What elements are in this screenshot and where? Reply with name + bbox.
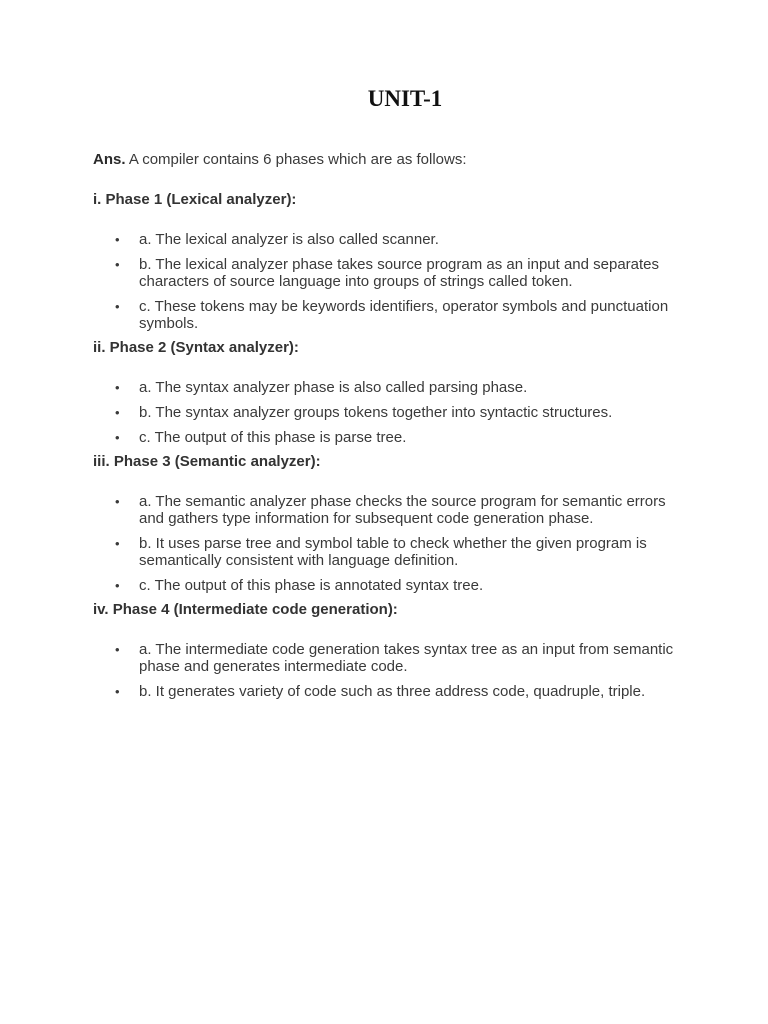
list-item-text: a. The lexical analyzer is also called scanner. xyxy=(139,231,439,248)
phase-3-list xyxy=(93,493,683,594)
list-item-text: a. The syntax analyzer phase is also called parsing phase. xyxy=(139,379,528,396)
phase-1-list xyxy=(93,231,683,332)
list-item xyxy=(93,493,683,527)
phase-heading-3: iii. Phase 3 (Semantic analyzer): xyxy=(93,453,321,470)
list-item-text: c. These tokens may be keywords identifiers, operator symbols and punctuation symbols. xyxy=(139,298,669,332)
phase-section-4 xyxy=(93,601,683,700)
list-item xyxy=(93,379,683,396)
list-item-text: a. The semantic analyzer phase checks the source program for semantic errors and gathers type information for subsequent code generation phase. xyxy=(139,493,666,527)
phase-heading-4: iv. Phase 4 (Intermediate code generation): xyxy=(93,601,398,618)
list-item xyxy=(93,577,683,594)
list-item xyxy=(93,535,683,569)
page-title: UNIT-1 xyxy=(367,86,443,111)
bullet-icon: • xyxy=(115,494,120,509)
bullet-icon: • xyxy=(115,380,120,395)
phase-2-list xyxy=(93,379,683,446)
phase-section-3 xyxy=(93,453,683,594)
document-body xyxy=(93,151,683,708)
list-item-text: b. It generates variety of code such as three address code, quadruple, triple. xyxy=(139,683,646,700)
phase-section-2 xyxy=(93,339,683,446)
list-item-text: b. The syntax analyzer groups tokens together into syntactic structures. xyxy=(139,404,613,421)
bullet-icon: • xyxy=(115,578,120,593)
bullet-icon: • xyxy=(115,642,120,657)
answer-label: Ans. xyxy=(93,151,126,168)
intro-paragraph xyxy=(93,151,683,168)
bullet-icon: • xyxy=(115,257,120,272)
bullet-icon: • xyxy=(115,299,120,314)
phase-4-list xyxy=(93,641,683,700)
list-item xyxy=(93,404,683,421)
bullet-icon: • xyxy=(115,405,120,420)
list-item-text: b. It uses parse tree and symbol table to check whether the given program is semantically consistent with language definition. xyxy=(139,535,647,569)
bullet-icon: • xyxy=(115,430,120,445)
intro-text: A compiler contains 6 phases which are as follows: xyxy=(125,151,467,168)
phase-section-1 xyxy=(93,191,683,332)
list-item xyxy=(93,256,683,290)
list-item xyxy=(93,429,683,446)
bullet-icon: • xyxy=(115,536,120,551)
list-item xyxy=(93,641,683,675)
list-item-text: a. The intermediate code generation takes syntax tree as an input from semantic phase and generates intermediate code. xyxy=(139,641,674,675)
bullet-icon: • xyxy=(115,684,120,699)
list-item-text: c. The output of this phase is annotated syntax tree. xyxy=(139,577,484,594)
list-item xyxy=(93,231,683,248)
list-item-text: b. The lexical analyzer phase takes source program as an input and separates characters of source language into groups of strings called token. xyxy=(139,256,660,290)
list-item xyxy=(93,683,683,700)
phase-heading-2: ii. Phase 2 (Syntax analyzer): xyxy=(93,339,299,356)
list-item-text: c. The output of this phase is parse tree. xyxy=(139,429,407,446)
phase-heading-1: i. Phase 1 (Lexical analyzer): xyxy=(93,191,297,208)
list-item xyxy=(93,298,683,332)
bullet-icon: • xyxy=(115,232,120,247)
